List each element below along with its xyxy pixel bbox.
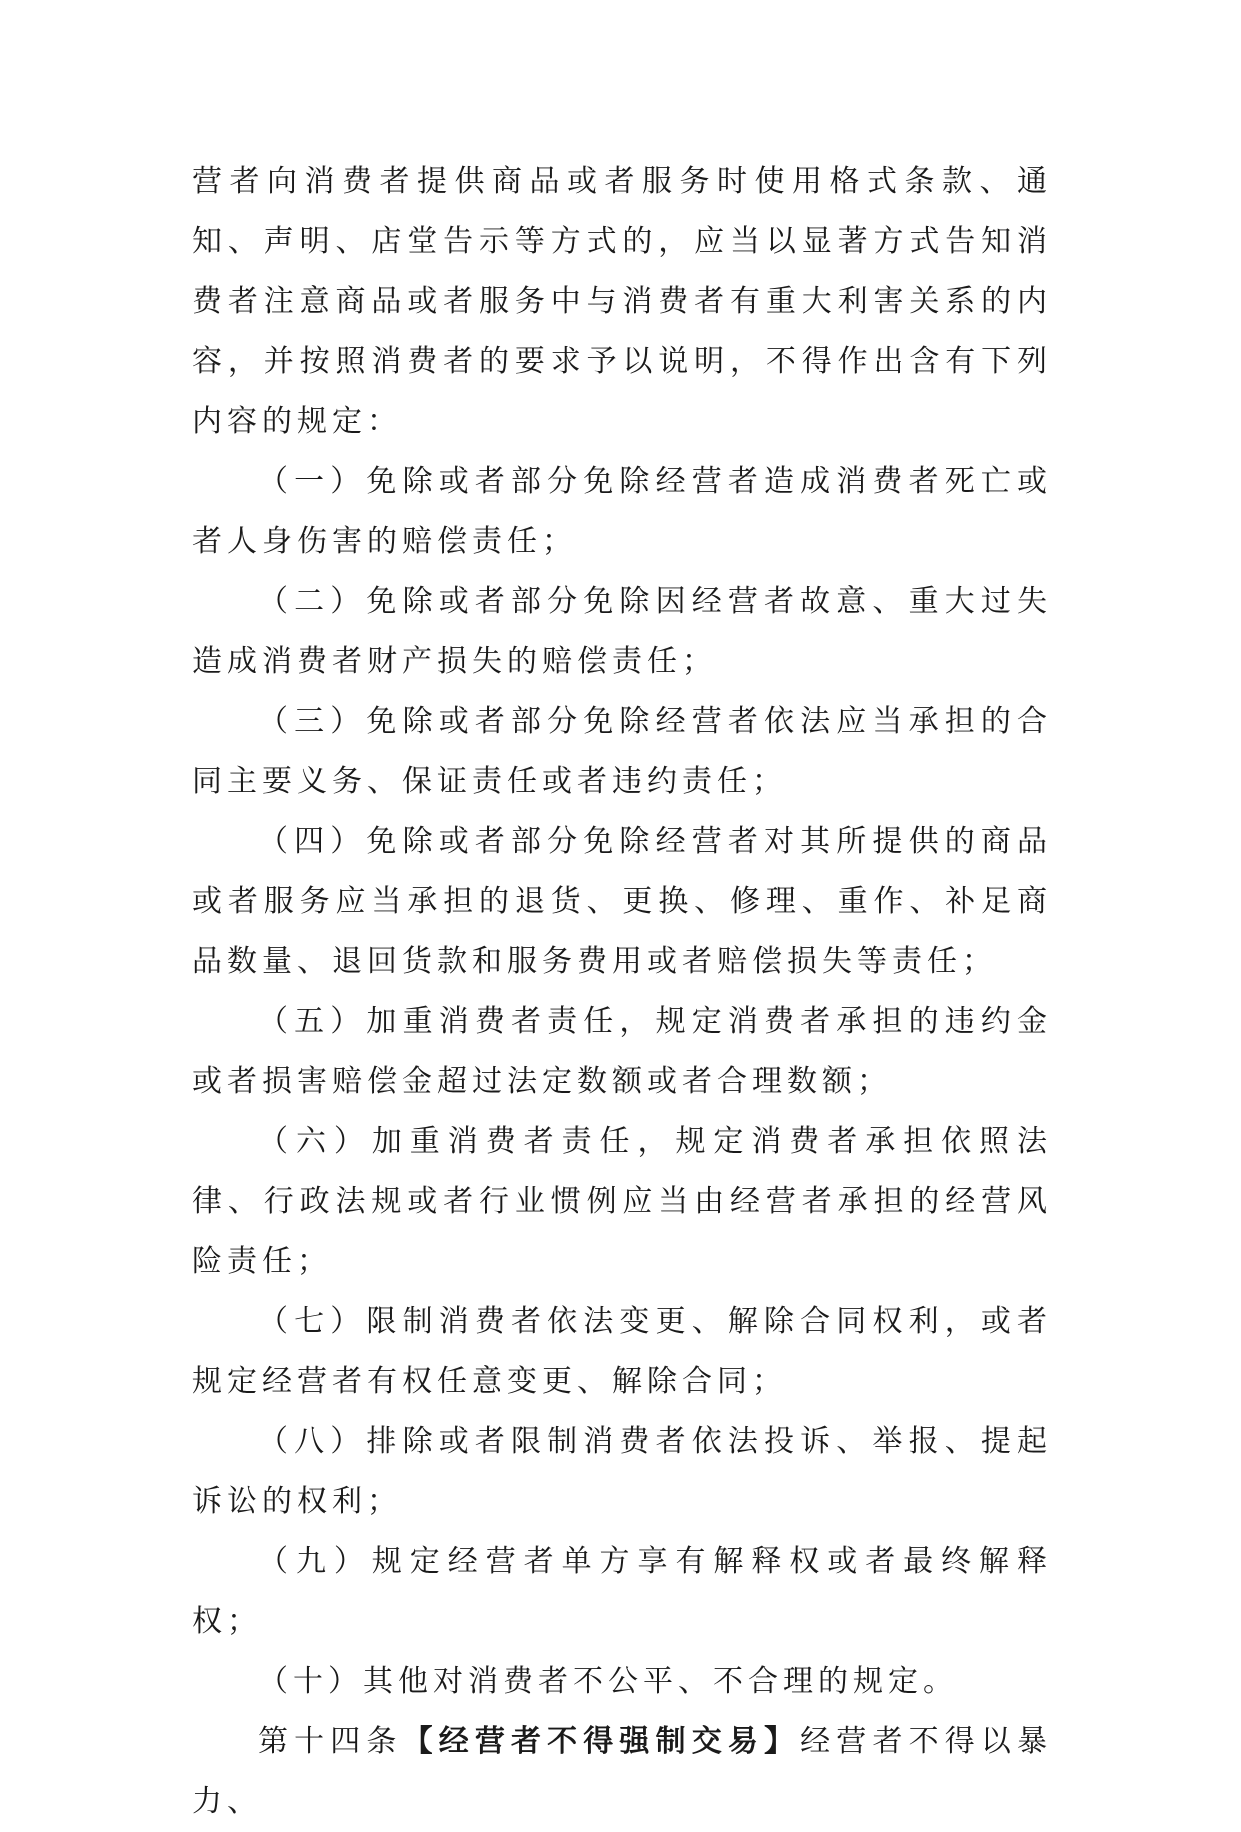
article-number: 第十四条 xyxy=(258,1724,403,1759)
clause-item-5: （五）加重消费者责任，规定消费者承担的违约金或者损害赔偿金超过法定数额或者合理数额； xyxy=(192,1004,1052,1099)
clause-item-6: （六）加重消费者责任，规定消费者承担依照法律、行政法规或者行业惯例应当由经营者承担的经营风险责任； xyxy=(192,1124,1052,1279)
clause-item-4: （四）免除或者部分免除经营者对其所提供的商品或者服务应当承担的退货、更换、修理、重作、补足商品数量、退回货款和服务费用或者赔偿损失等责任； xyxy=(192,824,1052,979)
clause-item-2: （二）免除或者部分免除因经营者故意、重大过失造成消费者财产损失的赔偿责任； xyxy=(192,584,1052,679)
clause-item-8: （八）排除或者限制消费者依法投诉、举报、提起诉讼的权利； xyxy=(192,1424,1052,1519)
clause-item-1: （一）免除或者部分免除经营者造成消费者死亡或者人身伤害的赔偿责任； xyxy=(192,464,1052,559)
article-paragraph xyxy=(192,1712,1052,1832)
clause-item-10: （十）其他对消费者不公平、不合理的规定。 xyxy=(258,1664,958,1699)
article-heading: 【经营者不得强制交易】 xyxy=(402,1724,801,1759)
clause-item-3: （三）免除或者部分免除经营者依法应当承担的合同主要义务、保证责任或者违约责任； xyxy=(192,704,1052,799)
clause-item-7: （七）限制消费者依法变更、解除合同权利，或者规定经营者有权任意变更、解除合同； xyxy=(192,1304,1052,1399)
document-body xyxy=(192,152,1052,1832)
article-text: 经营者不得以暴力、 xyxy=(192,1724,1053,1819)
intro-paragraph: 营者向消费者提供商品或者服务时使用格式条款、通知、声明、店堂告示等方式的，应当以显著方式告知消费者注意商品或者服务中与消费者有重大利害关系的内容，并按照消费者的要求予以说明，不得作出含有下列内容的规定： xyxy=(192,164,1052,439)
clause-item-9: （九）规定经营者单方享有解释权或者最终解释权； xyxy=(192,1544,1052,1639)
